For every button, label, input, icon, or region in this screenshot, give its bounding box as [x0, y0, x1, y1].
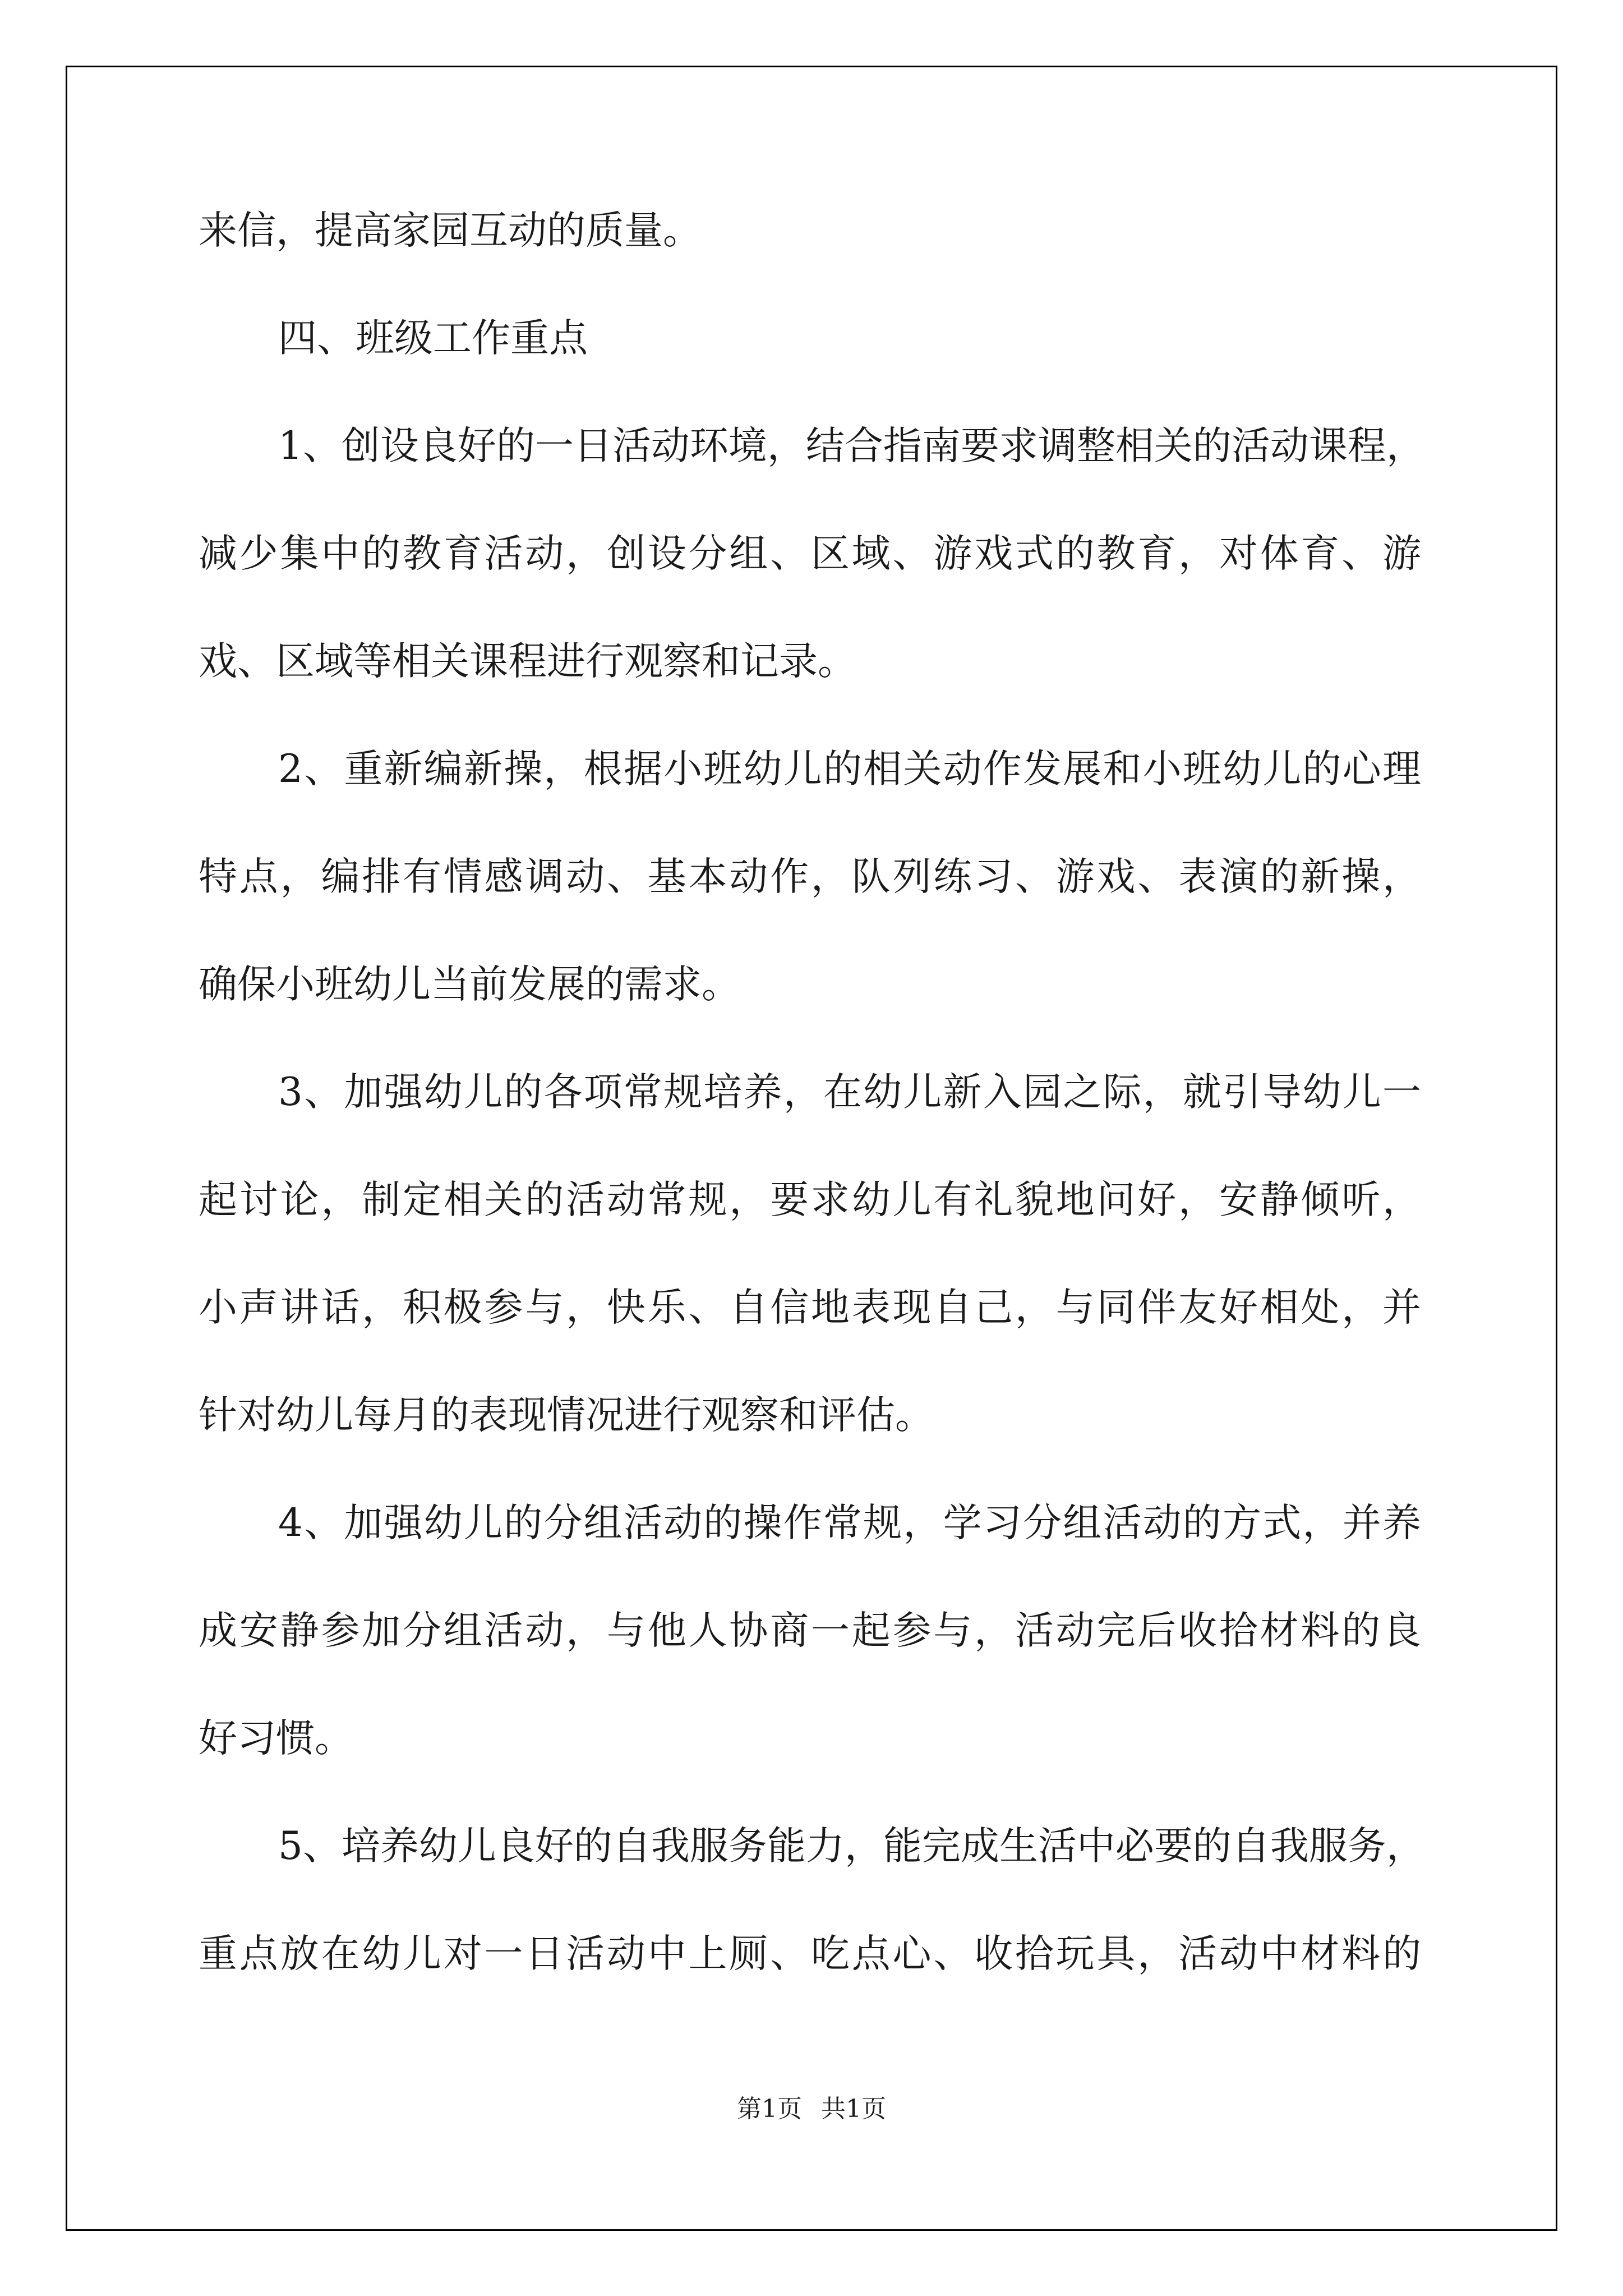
text-line: 起讨论，制定相关的活动常规，要求幼儿有礼貌地问好，安静倾听，: [199, 1177, 1421, 1222]
page-total: 共1页: [821, 2095, 886, 2123]
section-heading: 四、班级工作重点: [278, 316, 588, 361]
text-line: 针对幼儿每月的表现情况进行观察和评估。: [199, 1393, 934, 1438]
document-body: [199, 208, 1425, 1976]
text-line: 戏、区域等相关课程进行观察和记录。: [199, 639, 856, 684]
text-line: 1、创设良好的一日活动环境，结合指南要求调整相关的活动课程，: [278, 424, 1425, 468]
text-line: 好习惯。: [199, 1716, 353, 1761]
page-number: 第1页: [737, 2095, 802, 2123]
text-line: 特点，编排有情感调动、基本动作，队列练习、游戏、表演的新操，: [199, 854, 1421, 899]
text-line: 成安静参加分组活动，与他人协商一起参与，活动完后收拾材料的良: [199, 1608, 1421, 1653]
text-line: 减少集中的教育活动，创设分组、区域、游戏式的教育，对体育、游: [199, 531, 1421, 576]
text-line: 来信，提高家园互动的质量。: [199, 208, 702, 253]
text-line: 确保小班幼儿当前发展的需求。: [199, 962, 740, 1007]
text-line: 重点放在幼儿对一日活动中上厕、吃点心、收拾玩具，活动中材料的: [199, 1931, 1421, 1976]
text-line: 5、培养幼儿良好的自我服务能力，能完成生活中必要的自我服务，: [278, 1824, 1425, 1869]
text-line: 4、加强幼儿的分组活动的操作常规，学习分组活动的方式，并养: [278, 1501, 1421, 1545]
text-line: 3、加强幼儿的各项常规培养，在幼儿新入园之际，就引导幼儿一: [278, 1070, 1421, 1115]
text-line: 2、重新编新操，根据小班幼儿的相关动作发展和小班幼儿的心理: [278, 747, 1421, 792]
page-footer: [0, 2095, 1623, 2123]
text-line: 小声讲话，积极参与，快乐、自信地表现自己，与同伴友好相处，并: [199, 1285, 1421, 1330]
